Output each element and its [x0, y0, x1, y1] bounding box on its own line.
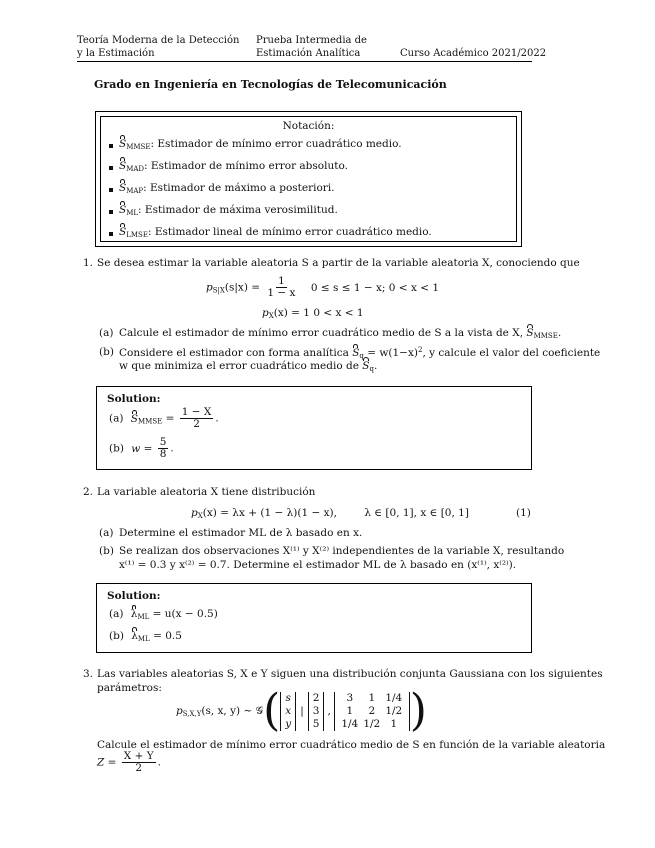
q1-text: Se desea estimar la variable aleatoria S a partir de la variable aleatoria X, conociendo que	[97, 257, 580, 269]
q2-number: 2.	[83, 486, 94, 498]
vector-sxy: s x y	[280, 692, 296, 731]
bullet-icon	[109, 188, 113, 192]
notation-item: $S_{MAD}$: Estimador de mínimo error absoluto.	[119, 160, 348, 173]
q3-number: 3.	[83, 668, 94, 680]
bullet-icon	[109, 144, 113, 148]
notation-box	[95, 111, 522, 247]
course-line1: Teoría Moderna de la Detección	[77, 35, 240, 46]
notation-title: Notación:	[282, 120, 335, 132]
q1-solution-title: Solution:	[107, 393, 161, 405]
q3-final2: Z = $\frac{X + Y}{2}$ .	[97, 750, 162, 774]
q2-eq-number: (1)	[516, 507, 531, 519]
notation-item: $S_{LMSE}$: Estimador lineal de mínimo error cuadrático medio.	[119, 226, 432, 239]
right-paren: )	[409, 685, 427, 736]
q1-a-text: Calcule el estimador de mínimo error cuadrático medio de S a la vista de X, $S_{MMSE}$.	[119, 327, 562, 340]
notation-item: $S_{ML}$: Estimador de máxima verosimilitud.	[119, 204, 338, 217]
header-exam	[256, 34, 367, 60]
header-course	[77, 34, 239, 60]
q2-eq: $p_X(x) = \lambda x + (1 - \lambda)(1 - x)$, λ ∈ [0, 1], x ∈ [0, 1]	[191, 507, 469, 520]
q2-solution-title: Solution:	[107, 590, 161, 602]
q1-solution-a: (a) $S_{MMSE}$ = $\frac{1 - X}{2}$ .	[109, 406, 219, 430]
q3-line2: parámetros:	[97, 682, 162, 694]
q3-equation: $p_{S,X,Y}(s$, x, y) ∼ 𝒢 ( s x y | 2 3 5 , 3 1 1/4 1 2 1/2 1/4 1/2 1 )	[176, 685, 427, 736]
q1-b-label: (b)	[99, 346, 114, 358]
q2-b-line1: Se realizan dos observaciones X⁽¹⁾ y X⁽²⁾ independientes de la variable X, resultando	[119, 545, 565, 557]
q1-a-label: (a)	[99, 327, 114, 339]
q2-a-label: (a)	[99, 527, 114, 539]
header-year: Curso Académico 2021/2022	[400, 48, 547, 59]
degree-title: Grado en Ingeniería en Tecnologías de Telecomunicación	[94, 78, 447, 91]
q1-solution-b: (b) w = $\frac{5}{8}$ .	[109, 436, 174, 460]
exam-line1: Prueba Intermedia de	[256, 35, 367, 46]
q2-b-label: (b)	[99, 545, 114, 557]
bullet-icon	[109, 210, 113, 214]
covariance-matrix: 3 1 1/4 1 2 1/2 1/4 1/2 1	[334, 692, 410, 731]
course-line2: y la Estimación	[77, 48, 155, 59]
q2-solution-b: (b) $\lambda_{ML} = 0.5$	[109, 630, 182, 643]
q3-final1: Calcule el estimador de mínimo error cuadrático medio de S en función de la variable aleatoria	[97, 739, 606, 751]
q1-b-text: Considere el estimador con forma analítica $S_q = w(1-x)^2$, y calcule el valor del coeficiente	[119, 346, 601, 360]
q1-solution-box	[96, 386, 532, 470]
exam-line2: Estimación Analítica	[256, 48, 361, 59]
q2-text: La variable aleatoria X tiene distribución	[97, 486, 316, 498]
notation-item: $S_{MMSE}$: Estimador de mínimo error cuadrático medio.	[119, 138, 402, 151]
q2-b-line2: x⁽¹⁾ = 0.3 y x⁽²⁾ = 0.7. Determine el estimador ML de λ basado en (x⁽¹⁾, x⁽²⁾).	[119, 559, 517, 571]
q1-b-line2: w que minimiza el error cuadrático medio de $S_q$.	[119, 360, 378, 373]
q2-solution-a: (a) $\lambda_{ML} = u(x - 0.5)$	[109, 608, 218, 621]
bullet-icon	[109, 232, 113, 236]
q3-line1: Las variables aleatorias S, X e Y siguen una distribución conjunta Gaussiana con los siguientes	[97, 668, 603, 680]
q1-eq1: $p_{S|X}(s|x)$ = $\frac{1}{1 - x}$ 0 ≤ s ≤ 1 − x; 0 < x < 1	[206, 275, 440, 299]
q1-number: 1.	[83, 257, 94, 269]
header-rule	[77, 61, 532, 62]
q1-eq2: $p_X(x) = 1$ 0 < x < 1	[262, 307, 364, 320]
mean-vector: 2 3 5	[308, 692, 325, 731]
q2-solution-box	[96, 583, 532, 653]
notation-item: $S_{MAP}$: Estimador de máximo a posteriori.	[119, 182, 335, 195]
left-paren: (	[263, 685, 281, 736]
q2-a-text: Determine el estimador ML de λ basado en x.	[119, 527, 363, 539]
bullet-icon	[109, 166, 113, 170]
